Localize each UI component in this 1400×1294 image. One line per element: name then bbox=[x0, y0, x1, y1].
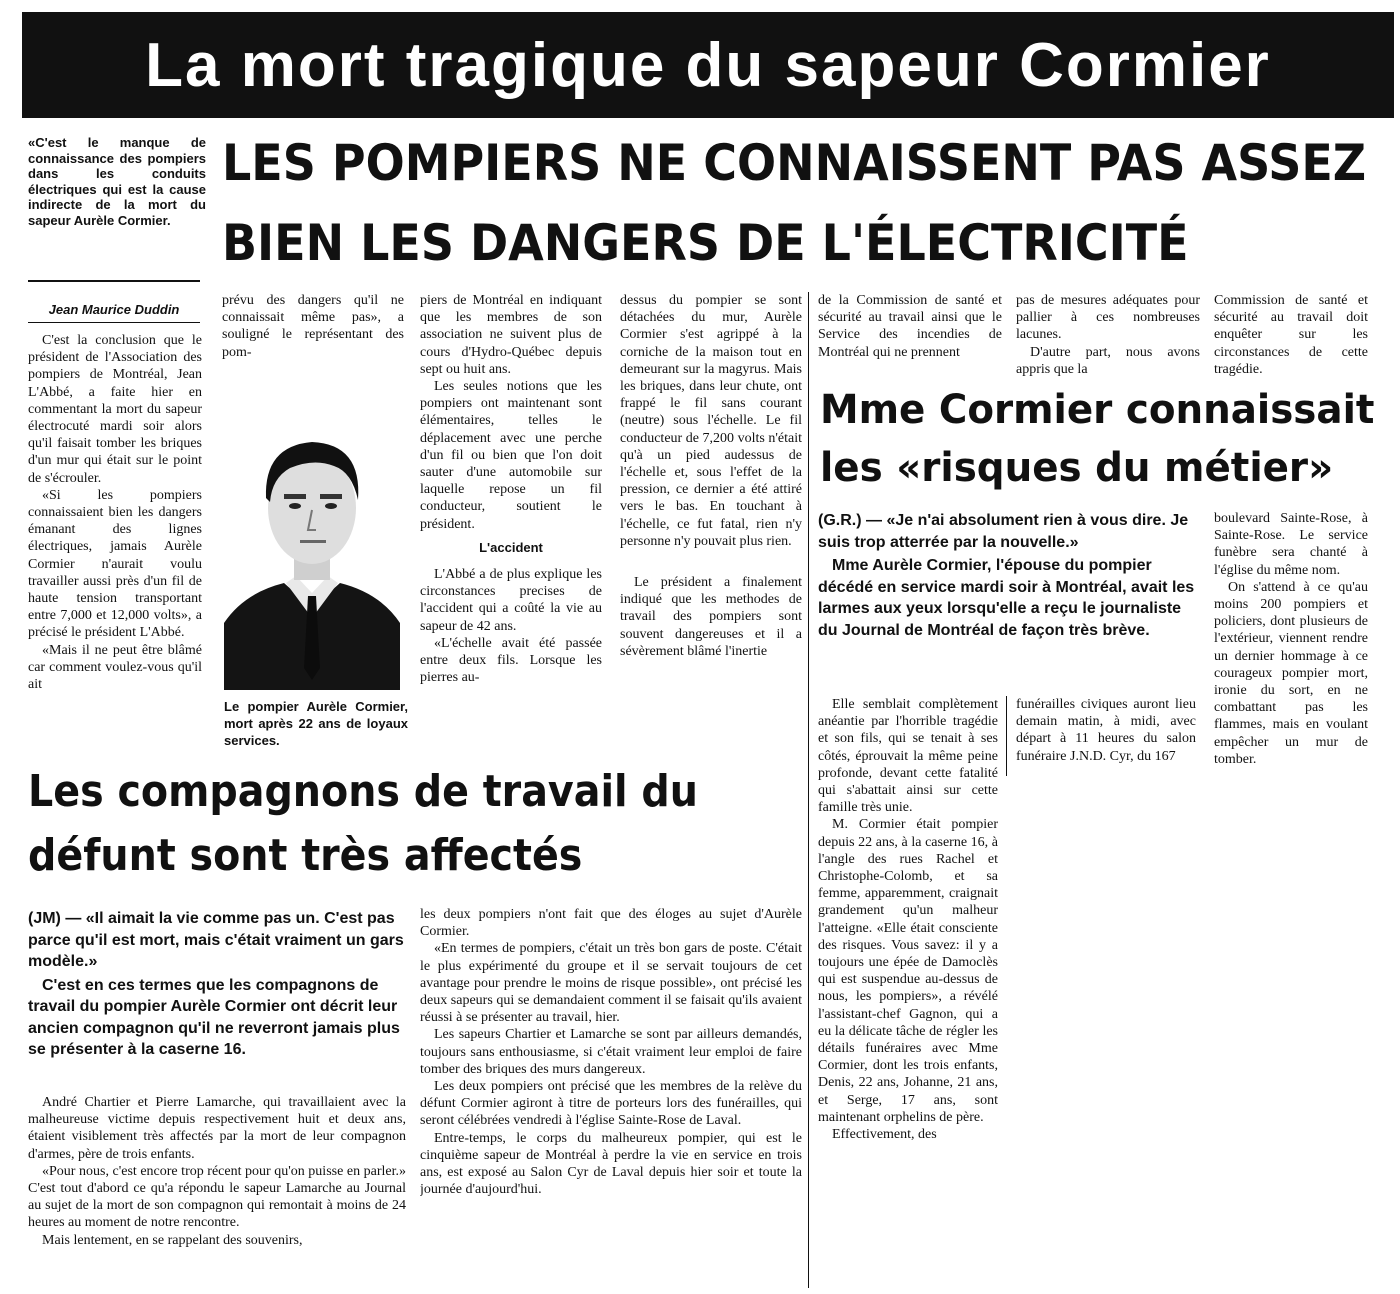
byline-divider bbox=[28, 322, 200, 323]
article1-col5 bbox=[818, 292, 1002, 382]
paragraph: pas de mesures adéquates pour pallier à ces nombreuses lacunes. bbox=[1016, 293, 1200, 343]
article1-col3 bbox=[420, 292, 602, 752]
paragraph: Commission de santé et sécurité au travail doit enquêter sur les circonstances de cette tragédie. bbox=[1214, 293, 1368, 377]
portrait-photo bbox=[224, 418, 400, 690]
article2-lead bbox=[818, 510, 1198, 643]
article2-col2 bbox=[1016, 696, 1196, 786]
main-headline-line2: BIEN LES DANGERS DE L'ÉLECTRICITÉ bbox=[222, 214, 1189, 272]
teaser-quote: «C'est le manque de connaissance des pompiers dans les conduits électriques qui est la cause indirecte de la mort du sapeur Aurèle Cormier. bbox=[28, 135, 206, 228]
paragraph: «Mais il ne peut être blâmé car comment voulez-vous qu'il ait bbox=[28, 642, 202, 693]
section-subhead: L'accident bbox=[479, 539, 543, 555]
paragraph: C'est en ces termes que les compagnons de travail du pompier Aurèle Cormier ont décrit leur ancien compagnon qu'il ne reverront jamais plus se présenter à la caserne 16. bbox=[28, 976, 400, 1058]
paragraph: «En termes de pompiers, c'était un très bon gars de poste. C'était le plus expérimenté du groupe et il se servait toujours de cet avantage pour prendre le moins de risque possible», ont précisé les deux sapeurs qui se demandaient comment il se faisait qu'ils avaient réussi à se présenter au travail, hier. bbox=[420, 941, 802, 1026]
paragraph: «L'échelle avait été passée entre deux fils. Lorsque les pierres au- bbox=[420, 635, 602, 686]
main-headline bbox=[222, 134, 1367, 298]
paragraph: (JM) — «Il aimait la vie comme pas un. C'est pas parce qu'il est mort, mais c'était vraiment un gars modèle.» bbox=[28, 910, 404, 970]
article1-col4 bbox=[620, 292, 802, 752]
article2-headline-line2: les «risques du métier» bbox=[820, 445, 1334, 491]
paragraph: D'autre part, nous avons appris que la bbox=[1016, 344, 1200, 377]
paragraph: funérailles civiques auront lieu demain matin, à midi, avec départ à 11 heures du salon funéraire J.N.D. Cyr, du 167 bbox=[1016, 697, 1196, 764]
main-headline-line1: LES POMPIERS NE CONNAISSENT PAS ASSEZ bbox=[222, 134, 1367, 192]
paragraph: prévu des dangers qu'il ne connaissait même pas», a souligné le représentant des pom- bbox=[222, 293, 404, 360]
column-rule bbox=[1006, 696, 1007, 776]
photo-caption: Le pompier Aurèle Cormier, mort après 22 ans de loyaux services. bbox=[224, 699, 408, 748]
paragraph: M. Cormier était pompier depuis 22 ans, à la caserne 16, à l'angle des rues Rachel et Christophe-Colomb, et sa femme, apparemment, craignait grandement qu'un malheur l'atteigne. «Elle était consciente des risques. Vous savez: il y a toujours une épée de Damoclès qui est suspendue au-dessus de nous, les pompiers», a révélé l'assistant-chef Gagnon, qui a eu la délicate tâche de régler les détails funéraires avec Mme Cormier, dont les trois enfants, Denis, 22 ans, Johanne, 21 ans, et Serge, 17 ans, sont maintenant orphelins de père. bbox=[818, 817, 998, 1125]
banner-title: La mort tragique du sapeur Cormier bbox=[22, 12, 1394, 118]
article3-headline-line2: défunt sont très affectés bbox=[28, 830, 583, 881]
teaser-divider bbox=[28, 280, 200, 282]
paragraph: Les sapeurs Chartier et Lamarche se sont par ailleurs demandés, toujours sans enthousiasme, si c'était vraiment leur emploi de faire tomber des briques des murs dangereux. bbox=[420, 1027, 802, 1077]
paragraph: piers de Montréal en indiquant que les membres de son association ne suivent plus de cours d'Hydro-Québec depuis sept ou huit ans. bbox=[420, 293, 602, 377]
paragraph: les deux pompiers n'ont fait que des éloges au sujet d'Aurèle Cormier. bbox=[420, 907, 802, 940]
article2-col3 bbox=[1214, 510, 1368, 790]
article2-headline-line1: Mme Cormier connaissait bbox=[820, 387, 1375, 433]
paragraph: André Chartier et Pierre Lamarche, qui travaillaient avec la malheureuse victime depuis respectivement huit et deux ans, étaient visiblement très affectés par la mort de leur compagnon d'armes, père de trois enfants. bbox=[28, 1095, 406, 1162]
paragraph: Mais lentement, en se rappelant des souvenirs, bbox=[42, 1232, 303, 1248]
article3-headline-line1: Les compagnons de travail du bbox=[28, 766, 698, 817]
article1-col2 bbox=[222, 292, 404, 362]
paragraph: Les deux pompiers ont précisé que les membres de la relève du défunt Cormier agiront à titre de porteurs lors des funérailles, qui seront célébrées vendredi à l'église Sainte-Rose de Laval. bbox=[420, 1079, 802, 1129]
paragraph: Les seules notions que les pompiers ont maintenant sont élémentaires, telles le déplacement avec une perche d'un fil ou bien que l'on doit sauter d'une automobile sur laquelle repose un fil conducteur, soutient le président. bbox=[420, 379, 602, 532]
paragraph: Le président a finalement indiqué que les methodes de travail des pompiers sont souvent dangereuses et il a sévèrement blâmé l'inertie bbox=[620, 575, 802, 659]
paragraph: On s'attend à ce qu'au moins 200 pompiers et policiers, dont plusieurs de l'extérieur, viennent rendre un dernier hommage à ce courageux pompier mort, ironie du sort, en ne combattant pas les flammes, mais en voulant empêcher un mur de tomber. bbox=[1214, 579, 1368, 767]
paragraph: Entre-temps, le corps du malheureux pompier, qui est le cinquième sapeur de Montréal à perdre la vie en service en trois ans, est exposé au Salon Cyr de Laval depuis hier soir et toute la journée d'aujourd'hui. bbox=[420, 1130, 802, 1198]
article3-col1 bbox=[28, 1094, 406, 1290]
article1-col6 bbox=[1016, 292, 1200, 382]
article3-headline bbox=[28, 766, 698, 898]
paragraph: Elle semblait complètement anéantie par l'horrible tragédie et son fils, qui se tenait à ses côtés, éprouvait la même peine profonde, devant cette fatalité qui s'abattait ainsi sur cette famille très unie. bbox=[818, 697, 998, 816]
column-rule bbox=[808, 292, 809, 1288]
paragraph: L'Abbé a de plus explique les circonstances precises de l'accident qui a coûté la vie au sapeur de 42 ans. bbox=[420, 567, 602, 634]
paragraph: boulevard Sainte-Rose, à Sainte-Rose. Le service funèbre sera chanté à l'église du même nom. bbox=[1214, 511, 1368, 578]
paragraph: de la Commission de santé et sécurité au travail ainsi que le Service des incendies de Montréal qui ne prennent bbox=[818, 293, 1002, 360]
paragraph: «Pour nous, c'est encore trop récent pour qu'on puisse en parler.» C'est tout d'abord ce qu'a répondu le sapeur Lamarche au Journal au sujet de la mort de son compagnon qui remontait à moins de 24 heures au moment de notre rencontre. bbox=[28, 1163, 406, 1231]
paragraph: Effectivement, des bbox=[832, 1127, 937, 1143]
paragraph: C'est la conclusion que le président de l'Association des pompiers de Montréal, Jean L'Abbé, a faite hier en commentant la mort du sapeur électrocuté mardi soir alors qu'il faisait tomber les briques d'un mur qui était sur le point de s'écrouler. bbox=[28, 333, 202, 486]
portrait-image bbox=[224, 418, 400, 690]
article3-col2 bbox=[420, 906, 802, 1288]
byline: Jean Maurice Duddin bbox=[48, 302, 180, 317]
article2-col1 bbox=[818, 696, 998, 1288]
paragraph: Mme Aurèle Cormier, l'épouse du pompier décédé en service mardi soir à Montréal, avait les larmes aux yeux lorsqu'elle a reçu le journaliste du Journal de Montréal de façon très brève. bbox=[818, 557, 1195, 639]
paragraph: dessus du pompier se sont détachées du mur, Aurèle Cormier s'est agrippé à la corniche de la maison tout en demeurant sur la magyrus. Mais les briques, dans leur chute, ont frappé le fil sans courant (neutre) sous l'échelle. Le fil conducteur de 7,200 volts n'était qu'à un pied audessus de l'échelle et, sous l'effet de la pression, ce dernier a été attiré vers le bas. En touchant à l'échelle, ce fut fatal, rien n'y personne n'y pouvait plus rien. bbox=[620, 293, 802, 549]
article1-col7 bbox=[1214, 292, 1368, 382]
article2-headline bbox=[820, 387, 1375, 506]
paragraph: (G.R.) — «Je n'ai absolument rien à vous dire. Je suis trop atterrée par la nouvelle.» bbox=[818, 512, 1189, 551]
paragraph: «Si les pompiers connaissaient bien les dangers émanant des lignes électriques, jamais Aurèle Cormier n'aurait voulu travailler aussi près d'un fil de haute tension transportant entre 7,000 et 12,000 volts», a précisé le président L'Abbé. bbox=[28, 487, 202, 641]
article1-col1 bbox=[28, 332, 202, 752]
article3-lead bbox=[28, 908, 406, 1063]
